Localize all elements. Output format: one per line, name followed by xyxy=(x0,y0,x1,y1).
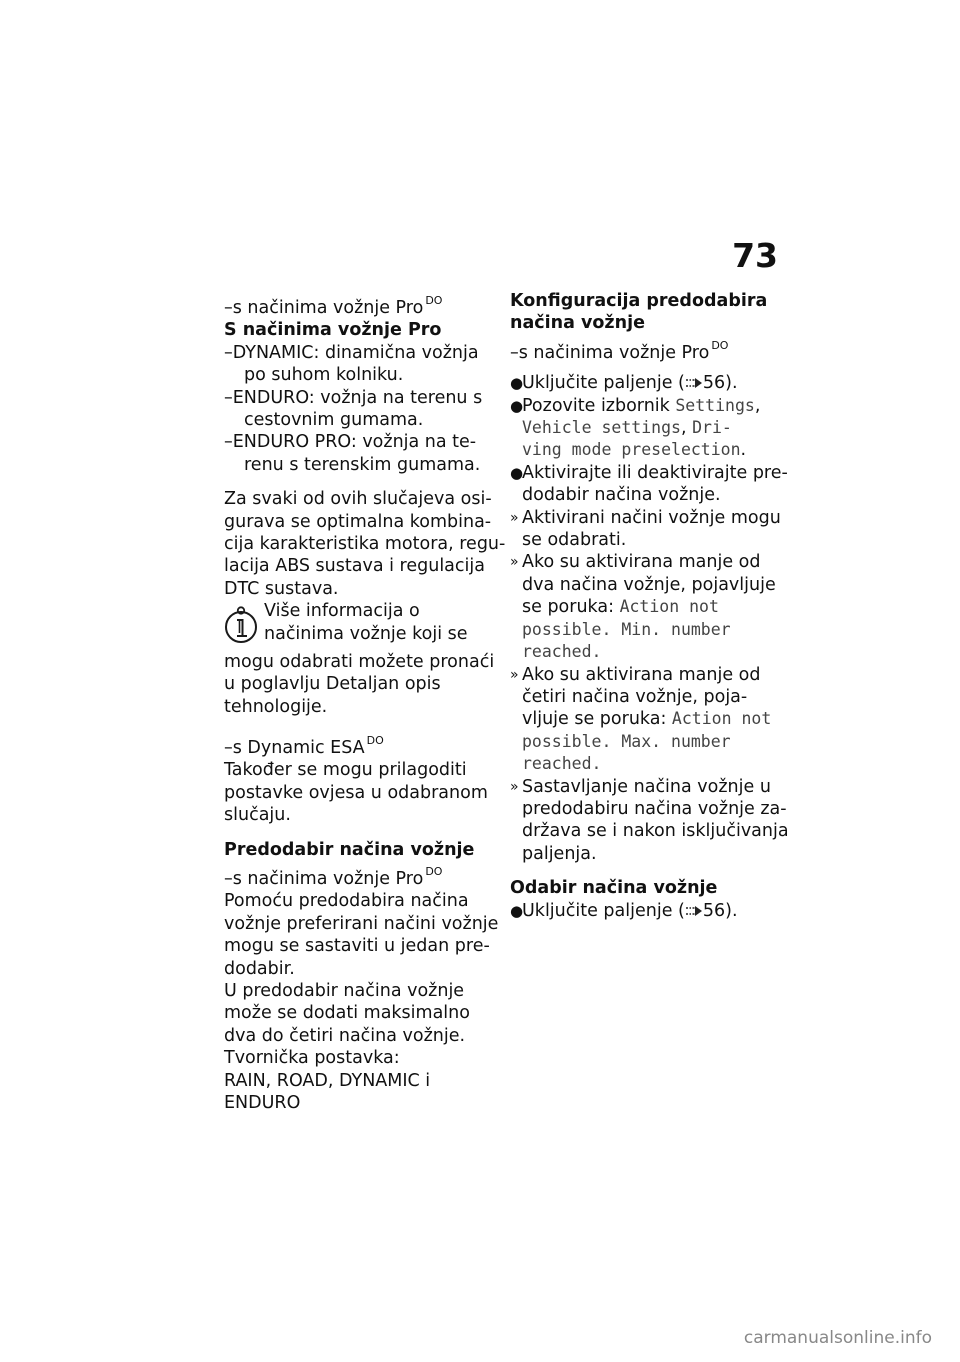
paragraph: Za svaki od ovih slučajeva osi- gurava se optimalna kombina- cija karakteristika motora, regu- lacija ABS sustava i regulacija DTC sustava. xyxy=(224,489,506,599)
result-item: » Ako su aktivirana manje od četiri načina vožnje, poja- vljuje se poruka: Action not possible. Max. number reached. xyxy=(510,664,772,774)
step-item: ● Uključite paljenje ( 56). xyxy=(510,900,738,921)
section-heading: Odabir načina vožnje xyxy=(510,878,718,899)
step-item: ● Aktivirajte ili deaktivirajte pre- dodabir načina vožnje. xyxy=(510,462,788,506)
section-heading-cont: načina vožnje xyxy=(510,313,645,334)
section-heading: Konfiguracija predodabira xyxy=(510,291,768,311)
list-item: –DYNAMIC: dinamična vožnja xyxy=(224,342,479,363)
watermark: carmanualsonline.info xyxy=(743,1328,932,1348)
condition-line: –s načinima vožnje Pro $^{DO}$ xyxy=(224,864,443,889)
list-item: –ENDURO: vožnja na terenu s xyxy=(224,387,483,408)
info-note: Više informacija o načinima vožnje koji se mogu odabrati možete pronaći u poglavlju Detaljan opis tehnologije. xyxy=(224,601,495,717)
condition-line: –s Dynamic ESA $^{DO}$ xyxy=(224,733,384,758)
list-item-cont: po suhom kolniku. xyxy=(244,365,404,386)
condition-line: –s načinima vožnje Pro $^{DO}$ xyxy=(510,338,729,363)
step-item: ● Uključite paljenje ( 56). xyxy=(510,373,738,394)
condition-line: –s načinima vožnje Pro $^{DO}$ xyxy=(224,294,443,318)
result-item: » Ako su aktivirana manje od dva načina vožnje, pojavljuje se poruka: Action not possible. Min. number reached. xyxy=(510,552,776,662)
result-item: » Aktivirani načini vožnje mogu se odabrati. xyxy=(510,507,781,551)
left-column xyxy=(224,290,506,1114)
list-item-cont: cestovnim gumama. xyxy=(244,410,424,431)
list-item-cont: renu s terenskim gumama. xyxy=(244,454,481,475)
page-number: 73 xyxy=(732,236,778,275)
paragraph: Također se mogu prilagoditi postavke ovjesa u odabranom slučaju. xyxy=(224,760,488,826)
page-reference-arrow-icon xyxy=(685,901,703,913)
paragraph: Pomoću predodabira načina vožnje preferirani načini vožnje mogu se sastaviti u jedan pre- dodabir. U predodabir načina vožnje može se dodati maksimalno dva do četiri načina vožnje. Tvornička postavka: RAIN, ROAD, DYNAMIC i ENDURO xyxy=(224,891,499,1113)
result-item: » Sastavljanje načina vožnje u predodabiru načina vožnje za- država se i nakon isključivanja paljenja. xyxy=(510,776,789,864)
info-icon xyxy=(224,606,264,650)
mode-list xyxy=(224,342,496,476)
section-heading: S načinima vožnje Pro xyxy=(224,320,442,341)
list-item: –ENDURO PRO: vožnja na te- xyxy=(224,432,477,453)
page-reference-arrow-icon xyxy=(685,373,703,385)
section-heading: Predodabir načina vožnje xyxy=(224,839,475,860)
step-item: ● Pozovite izbornik Settings, Vehicle settings, Dri- ving mode preselection. xyxy=(510,395,761,461)
right-column xyxy=(510,290,790,922)
